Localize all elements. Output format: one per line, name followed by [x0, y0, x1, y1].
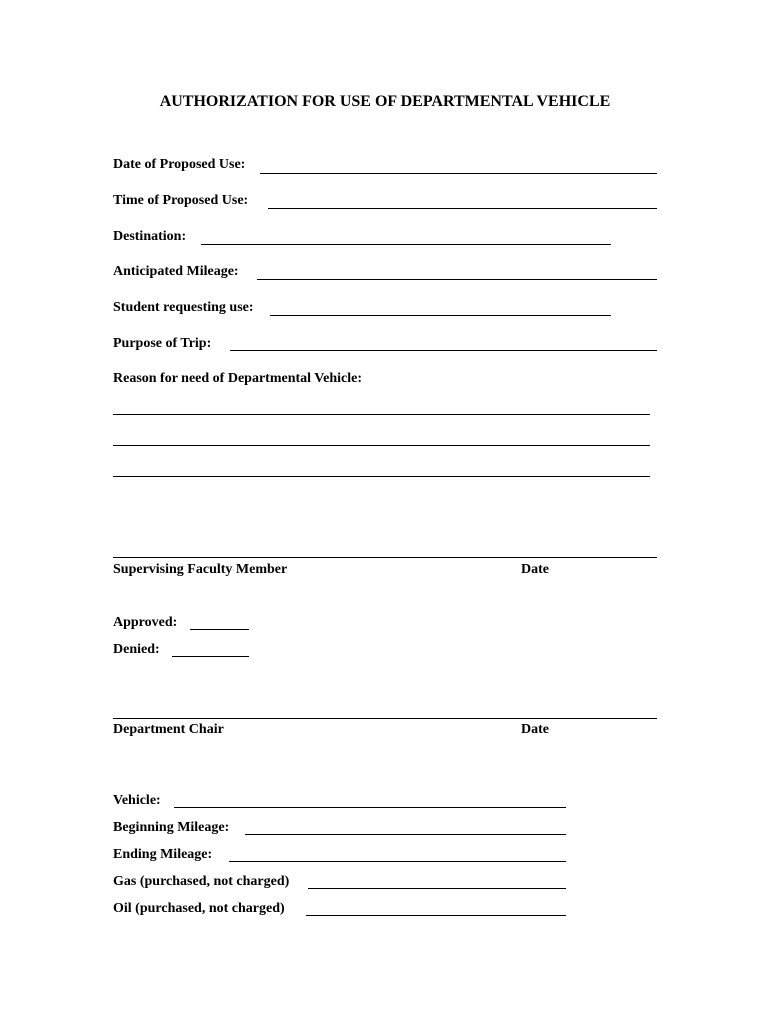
vehicle-field[interactable] [174, 807, 566, 808]
oil-field[interactable] [306, 915, 566, 916]
reason-line-2[interactable] [113, 445, 650, 446]
supervising-faculty-signature-line[interactable] [113, 557, 657, 558]
reason-line-1[interactable] [113, 414, 650, 415]
reason-label: Reason for need of Departmental Vehicle: [113, 371, 362, 386]
student-requesting-field[interactable] [270, 315, 611, 316]
department-chair-signature-line[interactable] [113, 718, 657, 719]
vehicle-label: Vehicle: [113, 793, 161, 808]
purpose-label: Purpose of Trip: [113, 336, 212, 351]
beginning-mileage-label: Beginning Mileage: [113, 820, 230, 835]
anticipated-mileage-field[interactable] [257, 279, 657, 280]
gas-field[interactable] [308, 888, 566, 889]
beginning-mileage-field[interactable] [245, 834, 566, 835]
time-of-use-label: Time of Proposed Use: [113, 193, 249, 208]
date-of-use-label: Date of Proposed Use: [113, 157, 246, 172]
ending-mileage-label: Ending Mileage: [113, 847, 213, 862]
chair-date-label: Date [521, 722, 549, 737]
denied-field[interactable] [172, 656, 249, 657]
department-chair-label: Department Chair [113, 722, 224, 737]
denied-label: Denied: [113, 642, 160, 657]
date-of-use-field[interactable] [260, 173, 657, 174]
supervising-date-label: Date [521, 562, 549, 577]
anticipated-mileage-label: Anticipated Mileage: [113, 264, 239, 279]
page-title: AUTHORIZATION FOR USE OF DEPARTMENTAL VEHICLE [159, 93, 611, 110]
ending-mileage-field[interactable] [229, 861, 566, 862]
student-requesting-label: Student requesting use: [113, 300, 254, 315]
approved-label: Approved: [113, 615, 178, 630]
purpose-field[interactable] [230, 350, 657, 351]
oil-label: Oil (purchased, not charged) [113, 901, 285, 916]
destination-label: Destination: [113, 229, 187, 244]
time-of-use-field[interactable] [268, 208, 657, 209]
reason-line-3[interactable] [113, 476, 650, 477]
approved-field[interactable] [190, 629, 249, 630]
supervising-faculty-label: Supervising Faculty Member [113, 562, 288, 577]
gas-label: Gas (purchased, not charged) [113, 874, 290, 889]
destination-field[interactable] [201, 244, 611, 245]
